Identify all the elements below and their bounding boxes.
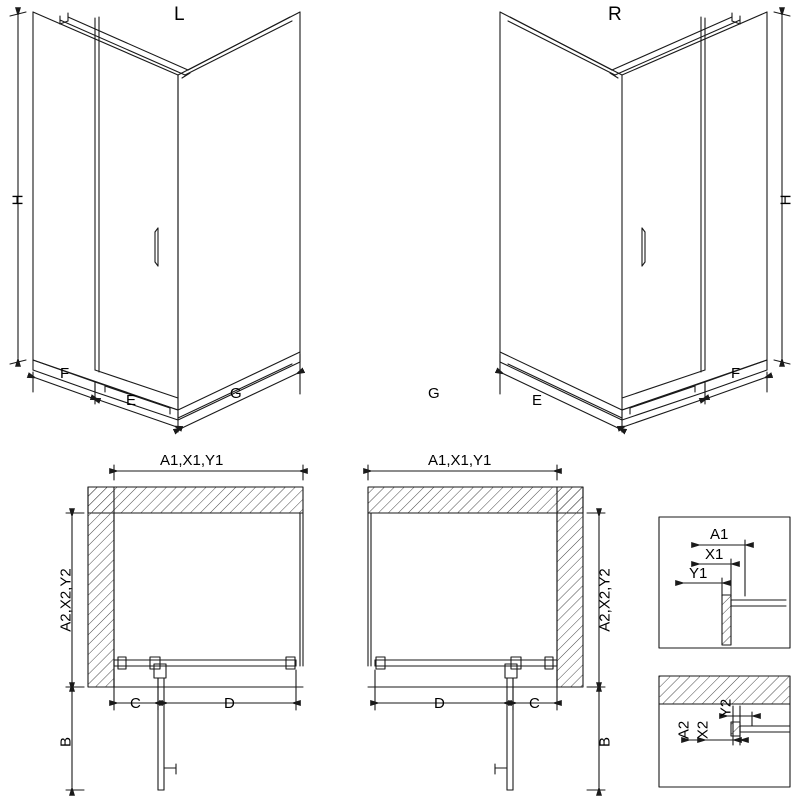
iso-left-section-g: G: [230, 385, 242, 402]
plan-view-left: [66, 465, 303, 790]
iso-view-right: [500, 12, 790, 432]
plan-right-side-dim-label: A2,X2,Y2: [596, 568, 614, 632]
plan-right-segment-d: D: [434, 695, 445, 712]
detail-top-label-y1: Y1: [689, 565, 708, 582]
iso-view-left: [10, 12, 300, 432]
plan-view-right: [368, 465, 605, 790]
plan-left-side-dim-label: A2,X2,Y2: [57, 568, 75, 632]
plan-left-segment-c: C: [130, 695, 141, 712]
detail-bottom-label-x2: X2: [694, 720, 712, 740]
plan-right-segment-c: C: [529, 695, 540, 712]
iso-right-height-label: H: [777, 194, 795, 206]
iso-right-section-g: G: [428, 385, 440, 402]
iso-left-height-label: H: [9, 194, 27, 206]
detail-top-label-a1: A1: [710, 526, 729, 543]
plan-left-segment-d: D: [224, 695, 235, 712]
iso-right-section-e: E: [532, 392, 543, 409]
variant-label-right: R: [608, 4, 622, 25]
plan-left-door-dim-label: B: [57, 736, 75, 748]
iso-left-section-f: F: [60, 365, 70, 382]
iso-left-section-e: E: [126, 392, 137, 409]
plan-right-top-dim-label: A1,X1,Y1: [428, 452, 492, 469]
iso-right-section-f: F: [731, 365, 741, 382]
detail-bottom-label-y2: Y2: [717, 698, 735, 718]
detail-bottom-label-a2: A2: [675, 720, 693, 740]
plan-left-top-dim-label: A1,X1,Y1: [160, 452, 224, 469]
detail-top-label-x1: X1: [705, 546, 724, 563]
plan-right-door-dim-label: B: [596, 736, 614, 748]
variant-label-left: L: [174, 4, 185, 25]
